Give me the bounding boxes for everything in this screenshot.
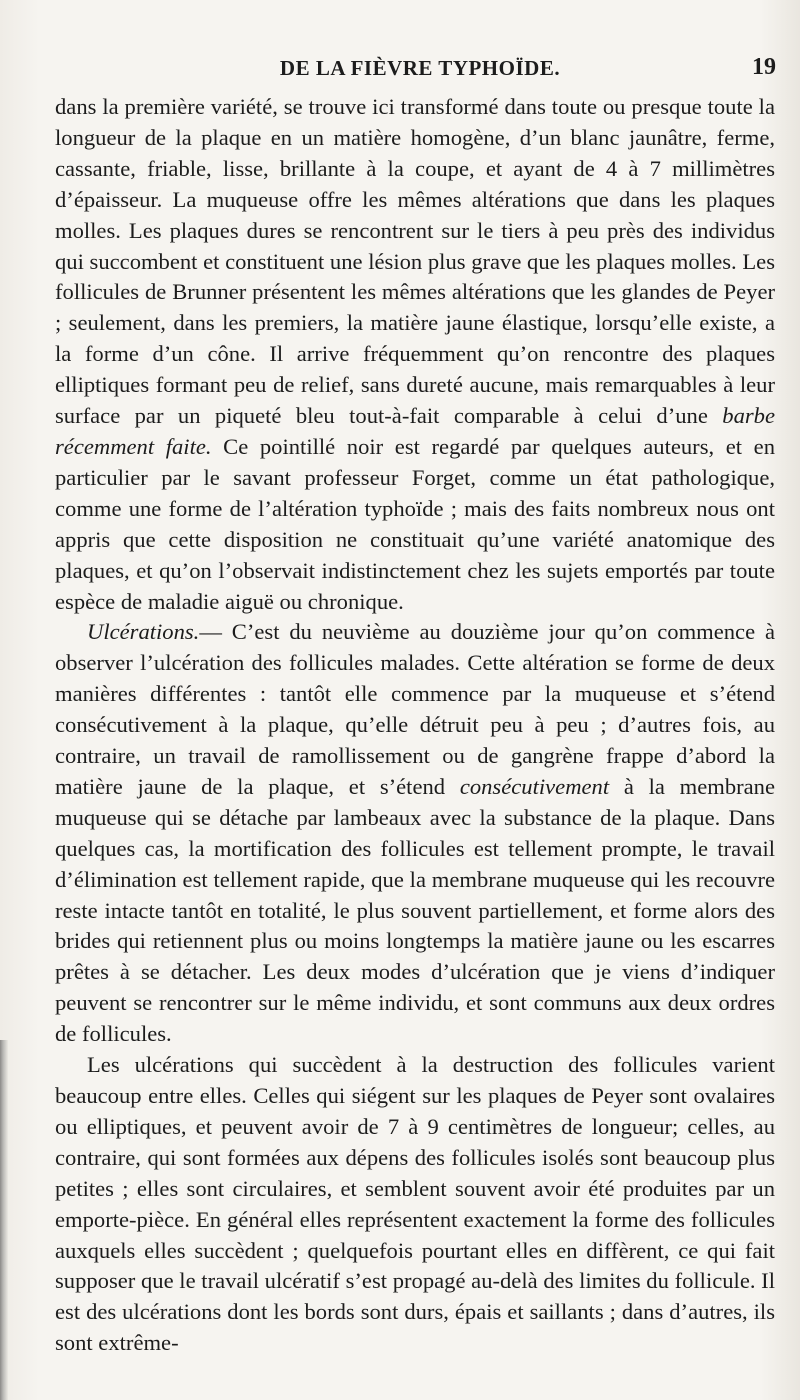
paragraph-1-text: dans la première variété, se trouve ici transformé dans toute ou presque toute la longueur de la plaque en un matière homogène, d’un blanc jaunâtre, ferme, cassante, friable, lisse, brillante à la coupe, et ayant de 4 à 7 millimètres d’épaisseur. La muqueuse offre les mêmes altérations que dans les plaques molles. Les plaques dures se rencontrent sur le tiers à peu près des individus qui succombent et constituent une lésion plus grave que les plaques molles. Les follicules de Brunner présentent les mêmes altérations que les glandes de Peyer ; seulement, dans les premiers, la matière jaune élastique, lorsqu’elle existe, a la forme d’un cône. Il arrive fréquemment qu’on rencontre des plaques elliptiques formant peu de relief, sans dureté aucune, mais remarquables à leur surface par un piqueté bleu tout-à-fait comparable à celui d’une — [55, 94, 775, 429]
section-heading-ulcerations: Ulcérations. — [87, 619, 200, 645]
paragraph-2-text-a: — C’est du neuvième au douzième jour qu’on commence à observer l’ulcération des follicules malades. Cette altération se forme de deux manières différentes : tantôt elle commence par la muqueuse et s’étend consécutivement à la plaque, qu’elle détruit peu à peu ; d’autres fois, au contraire, un travail de ramollissement ou de gangrène frappe d’abord la matière jaune de la plaque, et s’étend — [55, 619, 775, 799]
paragraph-1-italic: barbe récemment faite. — [55, 403, 775, 459]
page-number: 19 — [752, 54, 776, 80]
paragraph-2-italic: consécutivement — [459, 773, 610, 799]
paragraph-3 — [55, 1050, 775, 1359]
paragraph-2-text-b: à la membrane muqueuse qui se détache par lambeaux avec la substance de la plaque. Dans quelques cas, la mortification des follicules est tellement prompte, le travail d’élimination est tellement rapide, que la membrane muqueuse qui les recouvre reste intacte tantôt en totalité, le plus souvent partiellement, et forme alors des brides qui retiennent plus ou moins longtemps la matière jaune ou les escarres prêtes à se détacher. Les deux modes d’ulcération que je viens d’indiquer peuvent se rencontrer sur le même individu, et sont communs aux deux ordres de follicules. — [55, 773, 775, 1047]
binding-shadow — [0, 1040, 8, 1400]
running-head — [60, 56, 780, 86]
paragraph-2 — [55, 617, 775, 1050]
running-title: DE LA FIÈVRE TYPHOÏDE. — [279, 56, 561, 80]
paragraph-1-end: Ce pointillé noir est regardé par quelques auteurs, et en particulier par le savant professeur Forget, comme un état pathologique, comme une forme de l’altération typhoïde ; mais des faits nombreux nous ont appris que cette disposition ne constituait qu’une variété anatomique des plaques, et qu’on l’observait indistinctement chez les sujets emportés par toute espèce de maladie aiguë ou chronique. — [55, 433, 775, 614]
paragraph-3-text: Les ulcérations qui succèdent à la destruction des follicules varient beaucoup entre elles. Celles qui siégent sur les plaques de Peyer sont ovalaires ou elliptiques, et peuvent avoir de 7 à 9 centimètres de longueur; celles, au contraire, qui sont formées aux dépens des follicules isolés sont beaucoup plus petites ; elles sont circulaires, et semblent souvent avoir été produites par un emporte-pièce. En général elles représentent exactement la forme des follicules auxquels elles succèdent ; quelquefois pourtant elles en diffèrent, ce qui fait supposer que le travail ulcératif s’est propagé au-delà des limites du follicule. Il est des ulcérations dont les bords sont durs, épais et saillants ; dans d’autres, ils sont extrême- — [55, 1052, 775, 1356]
body-text — [55, 92, 775, 1359]
paragraph-1 — [55, 92, 775, 617]
